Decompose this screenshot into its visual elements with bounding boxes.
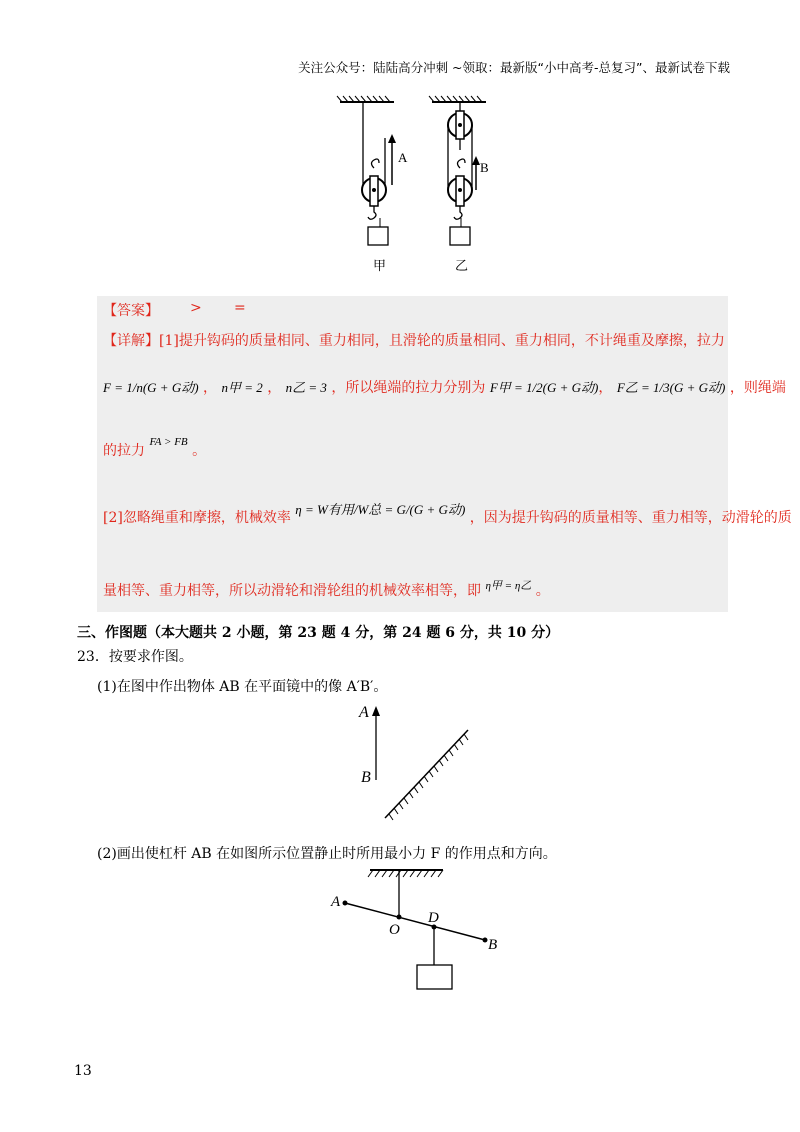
mirror-figure xyxy=(355,700,485,825)
arrow-a-label: A xyxy=(398,150,408,165)
formula-fa-fb: FA > FB xyxy=(149,436,188,448)
label-a: A xyxy=(331,894,341,910)
page-header: 关注公众号：陆陆高分冲刺 ~领取：最新版“小中高考-总复习”、最新试卷下载 xyxy=(298,60,730,75)
plane-mirror xyxy=(385,730,468,820)
formula-f-jia: F甲 = 1/2(G + G动) xyxy=(489,380,599,395)
answer-eq: = xyxy=(234,300,246,316)
lever-figure xyxy=(325,862,505,992)
formula-f-yi: F乙 = 1/3(G + G动) xyxy=(616,380,726,395)
formula-eta: η = W有用/W总 = G/(G + G动) xyxy=(295,502,466,517)
answer-tag: 【答案】 xyxy=(103,303,159,319)
question-23-1: (1)在图中作出物体 AB 在平面镜中的像 A′B′。 xyxy=(97,679,388,695)
formula-eta-eq: η甲 = η乙 xyxy=(485,580,532,592)
detail-line-4 xyxy=(103,502,792,527)
hanging-weight xyxy=(417,965,452,989)
detail-line-3 xyxy=(103,436,207,460)
formula-n-jia: n甲 = 2 xyxy=(221,380,263,395)
label-d: D xyxy=(428,910,439,926)
label-o: O xyxy=(389,922,400,938)
question-23-2: (2)画出使杠杆 AB 在如图所示位置静止时所用最小力 F 的作用点和方向。 xyxy=(97,846,557,862)
ceiling-left xyxy=(337,96,394,102)
section-title: 三、作图题（本大题共 2 小题，第 23 题 4 分，第 24 题 6 分，共 10 分） xyxy=(77,625,560,641)
weight-right xyxy=(450,227,470,245)
formula-f: F = 1/n(G + G动) xyxy=(103,380,199,395)
point-o xyxy=(397,915,402,920)
formula-n-yi: n乙 = 3 xyxy=(285,380,327,395)
detail-line-5 xyxy=(103,580,550,600)
pulley-figure xyxy=(330,90,500,280)
detail-line5-period: 。 xyxy=(535,583,550,599)
weight-left xyxy=(368,227,388,245)
detail-line5-prefix: 量相等、重力相等，所以动滑轮和滑轮组的机械效率相等，即 xyxy=(103,583,481,599)
label-b: B xyxy=(361,769,371,786)
arrow-a xyxy=(388,134,396,185)
detail-line3-prefix: 的拉力 xyxy=(103,443,145,459)
detail-line4-suffix: ，因为提升钩码的质量相等、重力相等，动滑轮的质 xyxy=(469,510,792,526)
label-jia: 甲 xyxy=(373,258,387,273)
detail-line3-period: 。 xyxy=(192,443,207,459)
point-b xyxy=(483,938,488,943)
question-23: 23．按要求作图。 xyxy=(77,649,193,665)
detail-line4-prefix: [2]忽略绳重和摩擦，机械效率 xyxy=(103,510,291,526)
detail-line-1 xyxy=(103,330,725,350)
page-number: 13 xyxy=(74,1063,92,1079)
answer-gt: > xyxy=(190,300,202,316)
detail-text-1: [1]提升钩码的质量相同、重力相同，且滑轮的质量相同、重力相同，不计绳重及摩擦，拉力 xyxy=(159,333,725,349)
arrow-b-label: B xyxy=(480,160,489,175)
detail-end-text: ，则绳端 xyxy=(729,380,786,396)
point-a xyxy=(343,901,348,906)
label-yi: 乙 xyxy=(455,258,469,273)
arrow-b xyxy=(472,156,480,190)
detail-tag: 【详解】 xyxy=(103,333,159,349)
lever-ceiling xyxy=(368,870,443,877)
detail-line-2: F = 1/n(G + G动) ， n甲 = 2 ， n乙 = 3 ，所以绳端的拉力分别为 F甲 = 1/2(G + G动)， F乙 = 1/3(G + G动) ，则绳端 xyxy=(103,380,786,396)
ceiling-right xyxy=(429,96,486,102)
label-a: A xyxy=(359,704,369,721)
label-b: B xyxy=(488,937,498,953)
detail-mid-text: ，所以绳端的拉力分别为 xyxy=(331,380,486,396)
lever-ab xyxy=(345,903,485,940)
arrow-head xyxy=(372,706,380,716)
